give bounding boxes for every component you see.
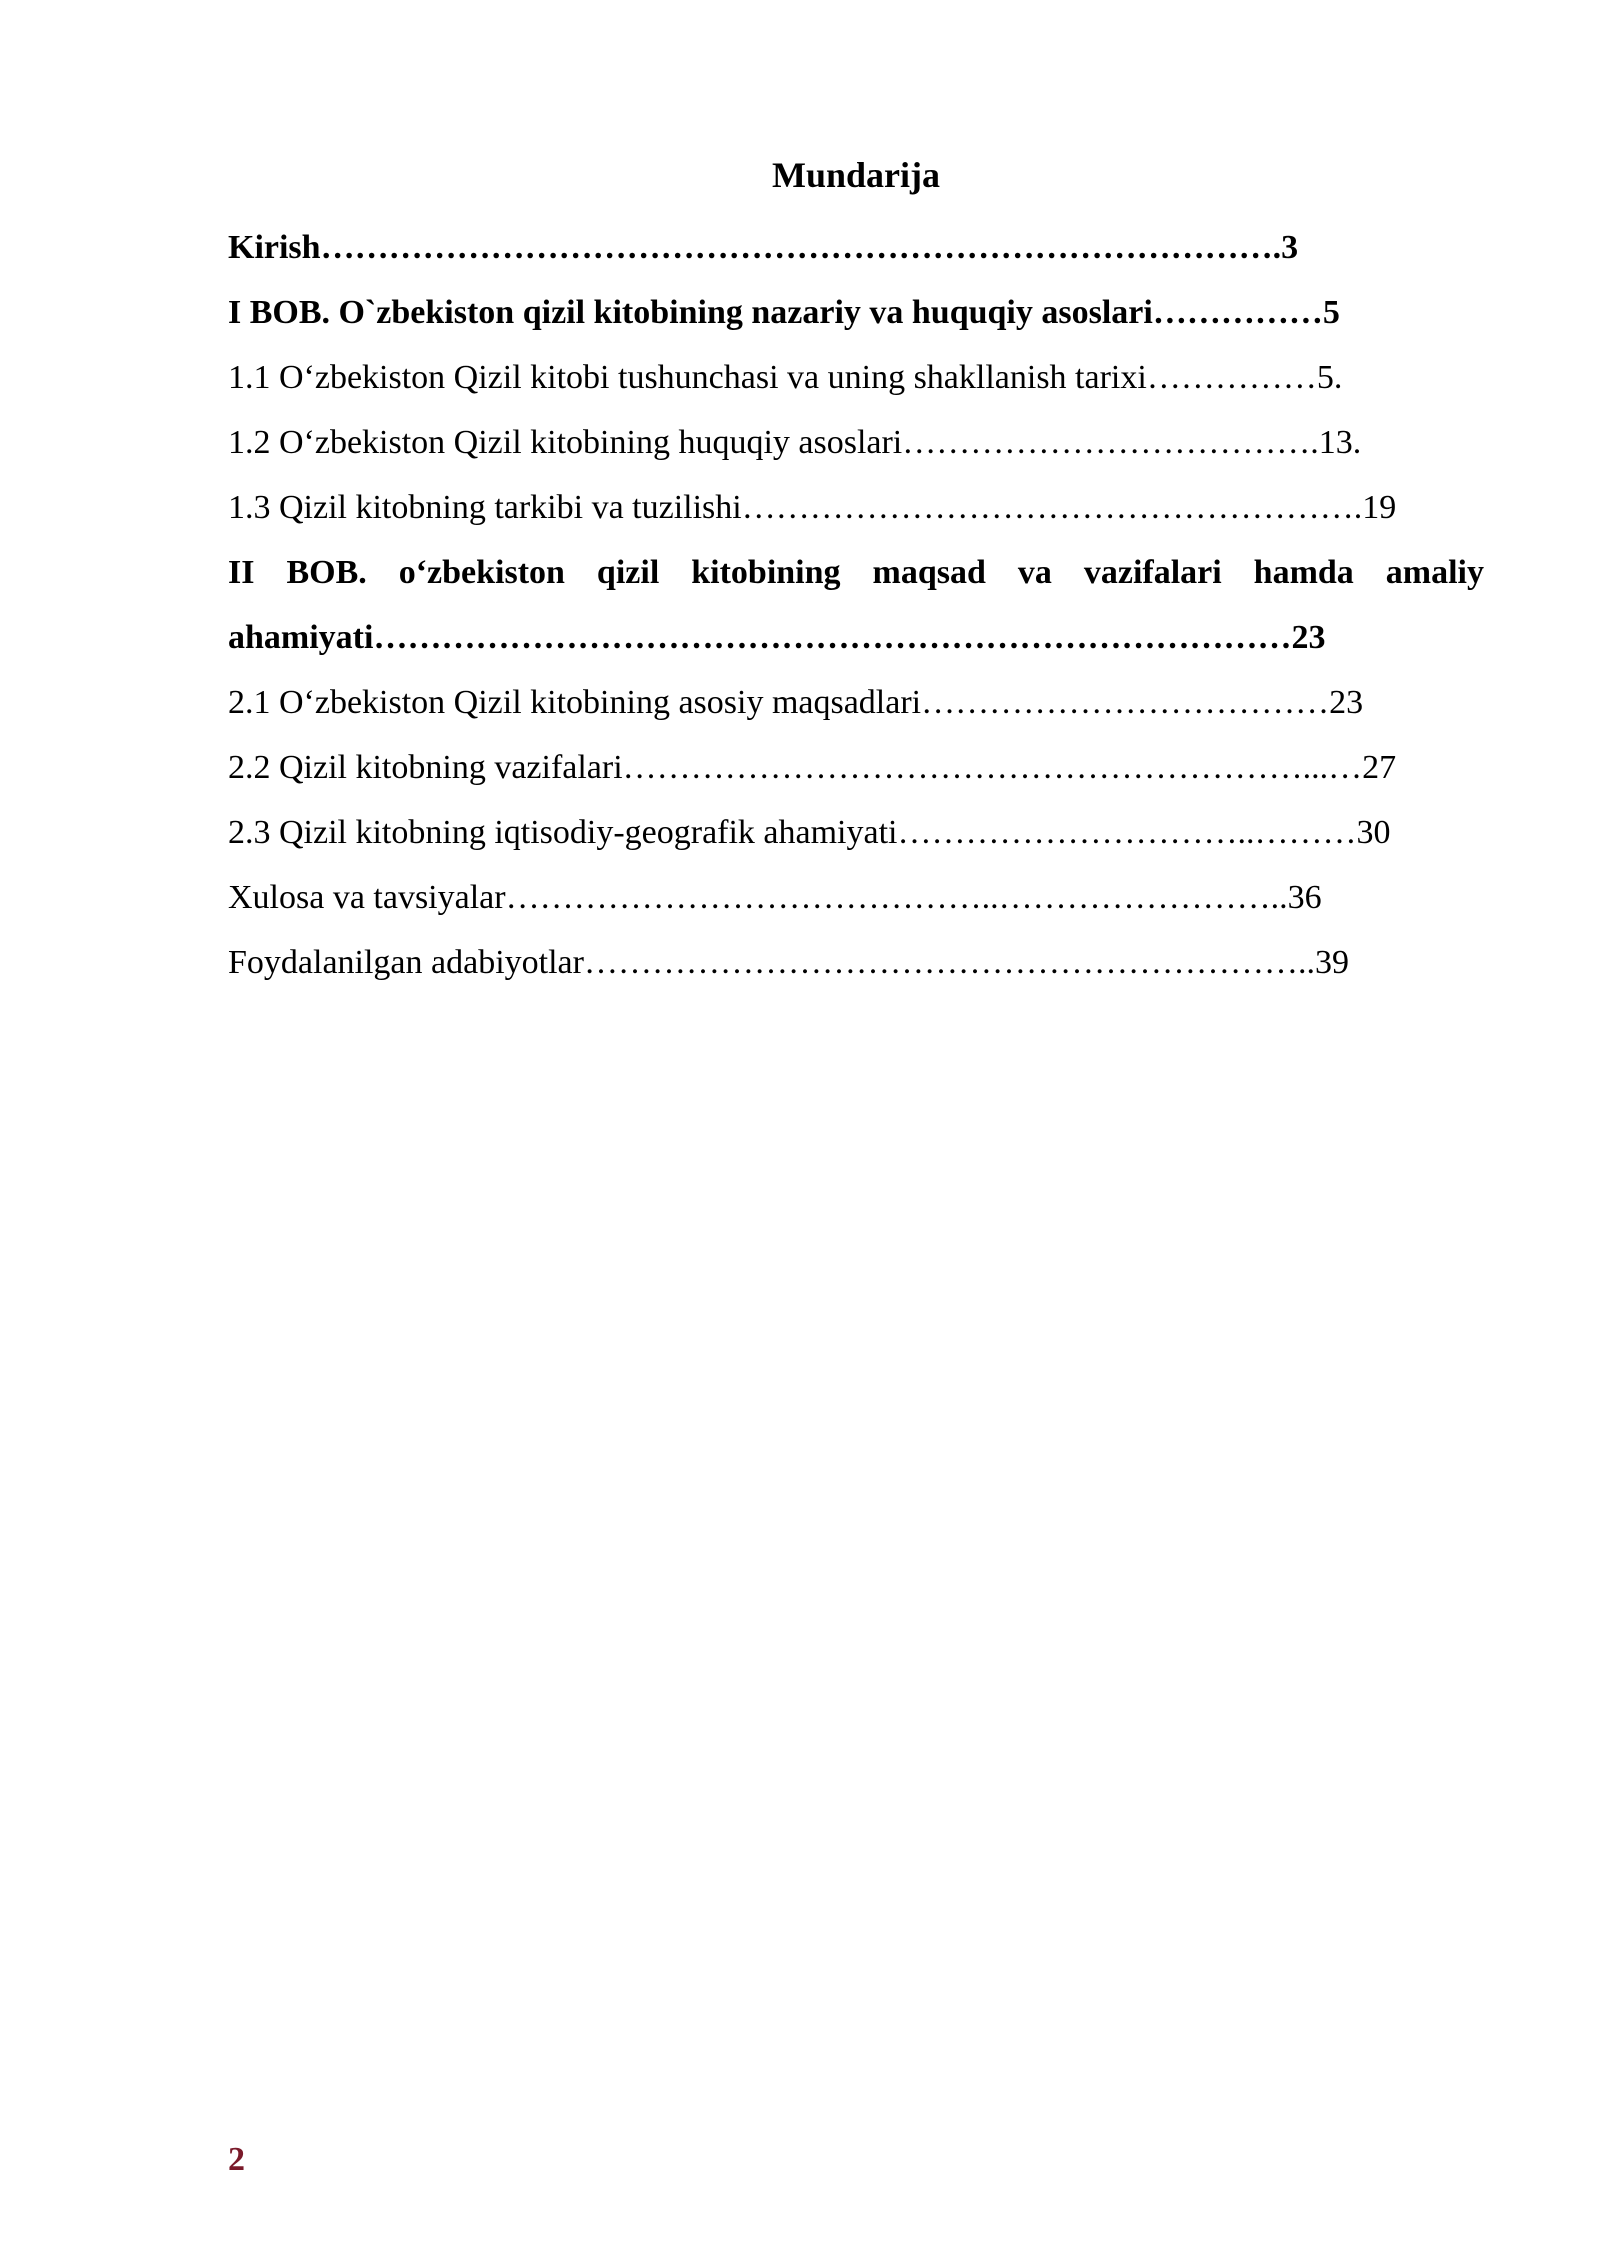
toc-entry-page: 5. (1316, 359, 1343, 396)
toc-entry-page: 19 (1362, 489, 1397, 526)
toc-entry-text: 1.3 Qizil kitobning tarkibi va tuzilishi (228, 489, 742, 526)
toc-entry-leader: ……………………………………………………...… (622, 749, 1363, 786)
toc-entry-text: Xulosa va tavsiyalar (228, 879, 506, 916)
toc-entry-leader: …………… (1152, 294, 1323, 331)
toc-entry-text: 2.1 O‘zbekiston Qizil kitobining asosiy maqsadlari (228, 684, 922, 721)
toc-entry-text: 2.2 Qizil kitobning vazifalari (228, 749, 623, 786)
toc-entry-page: 13. (1318, 424, 1362, 461)
toc-entry-leader: ………………………………………………. (741, 489, 1363, 526)
toc-entry-text: 2.3 Qizil kitobning iqtisodiy-geografik ahamiyati (228, 814, 898, 851)
toc-entry-leader: ……………………………… (921, 684, 1330, 721)
toc-entry-conclusion[interactable] (228, 865, 1484, 930)
toc-entry-chapter-1[interactable] (228, 280, 1484, 345)
toc-entry-leader: …………………………………………………………………………. (320, 229, 1282, 266)
toc-title: Mundarija (771, 155, 940, 195)
toc-entry-leader: …………………………..……… (897, 814, 1357, 851)
toc-entry-page: 23 (1291, 619, 1326, 656)
toc-entry-page: 3 (1281, 229, 1299, 266)
page-number: 2 (228, 2141, 245, 2178)
toc-entry-section-2-2[interactable] (228, 735, 1484, 800)
toc-entry-references[interactable] (228, 930, 1484, 995)
toc-entry-section-1-1[interactable] (228, 345, 1484, 410)
toc-entry-leader: ……………………………………..…………………….. (505, 879, 1288, 916)
table-of-contents (228, 215, 1484, 995)
toc-entry-section-2-3[interactable] (228, 800, 1484, 865)
toc-entry-leader: ……………………………………………………………………… (373, 619, 1292, 656)
toc-entry-kirish[interactable] (228, 215, 1484, 280)
toc-entry-page: 36 (1287, 879, 1322, 916)
toc-entry-leader: ……………………………………………………….. (583, 944, 1315, 981)
toc-entry-section-1-3[interactable] (228, 475, 1484, 540)
toc-entry-page: 30 (1356, 814, 1391, 851)
toc-entry-page: 23 (1329, 684, 1364, 721)
toc-entry-text: 1.1 O‘zbekiston Qizil kitobi tushunchasi va uning shakllanish tarixi (228, 359, 1147, 396)
toc-entry-text: II BOB. o‘zbekiston qizil kitobining maqsad va vazifalari hamda amaliy ahamiyati (228, 554, 1484, 656)
toc-entry-leader: …………… (1146, 359, 1317, 396)
toc-entry-text: I BOB. O`zbekiston qizil kitobining nazariy va huquqiy asoslari (228, 294, 1153, 331)
toc-title-container (228, 150, 1484, 200)
toc-entry-page: 27 (1362, 749, 1397, 786)
toc-entry-page: 39 (1314, 944, 1349, 981)
toc-entry-section-2-1[interactable] (228, 670, 1484, 735)
toc-entry-text: Kirish (228, 229, 321, 266)
toc-entry-text: Foydalanilgan adabiyotlar (228, 944, 584, 981)
toc-entry-chapter-2[interactable] (228, 540, 1484, 670)
toc-entry-page: 5 (1322, 294, 1340, 331)
toc-entry-text: 1.2 O‘zbekiston Qizil kitobining huquqiy asoslari (228, 424, 903, 461)
toc-entry-section-1-2[interactable] (228, 410, 1484, 475)
toc-entry-leader: ………………………………. (902, 424, 1319, 461)
